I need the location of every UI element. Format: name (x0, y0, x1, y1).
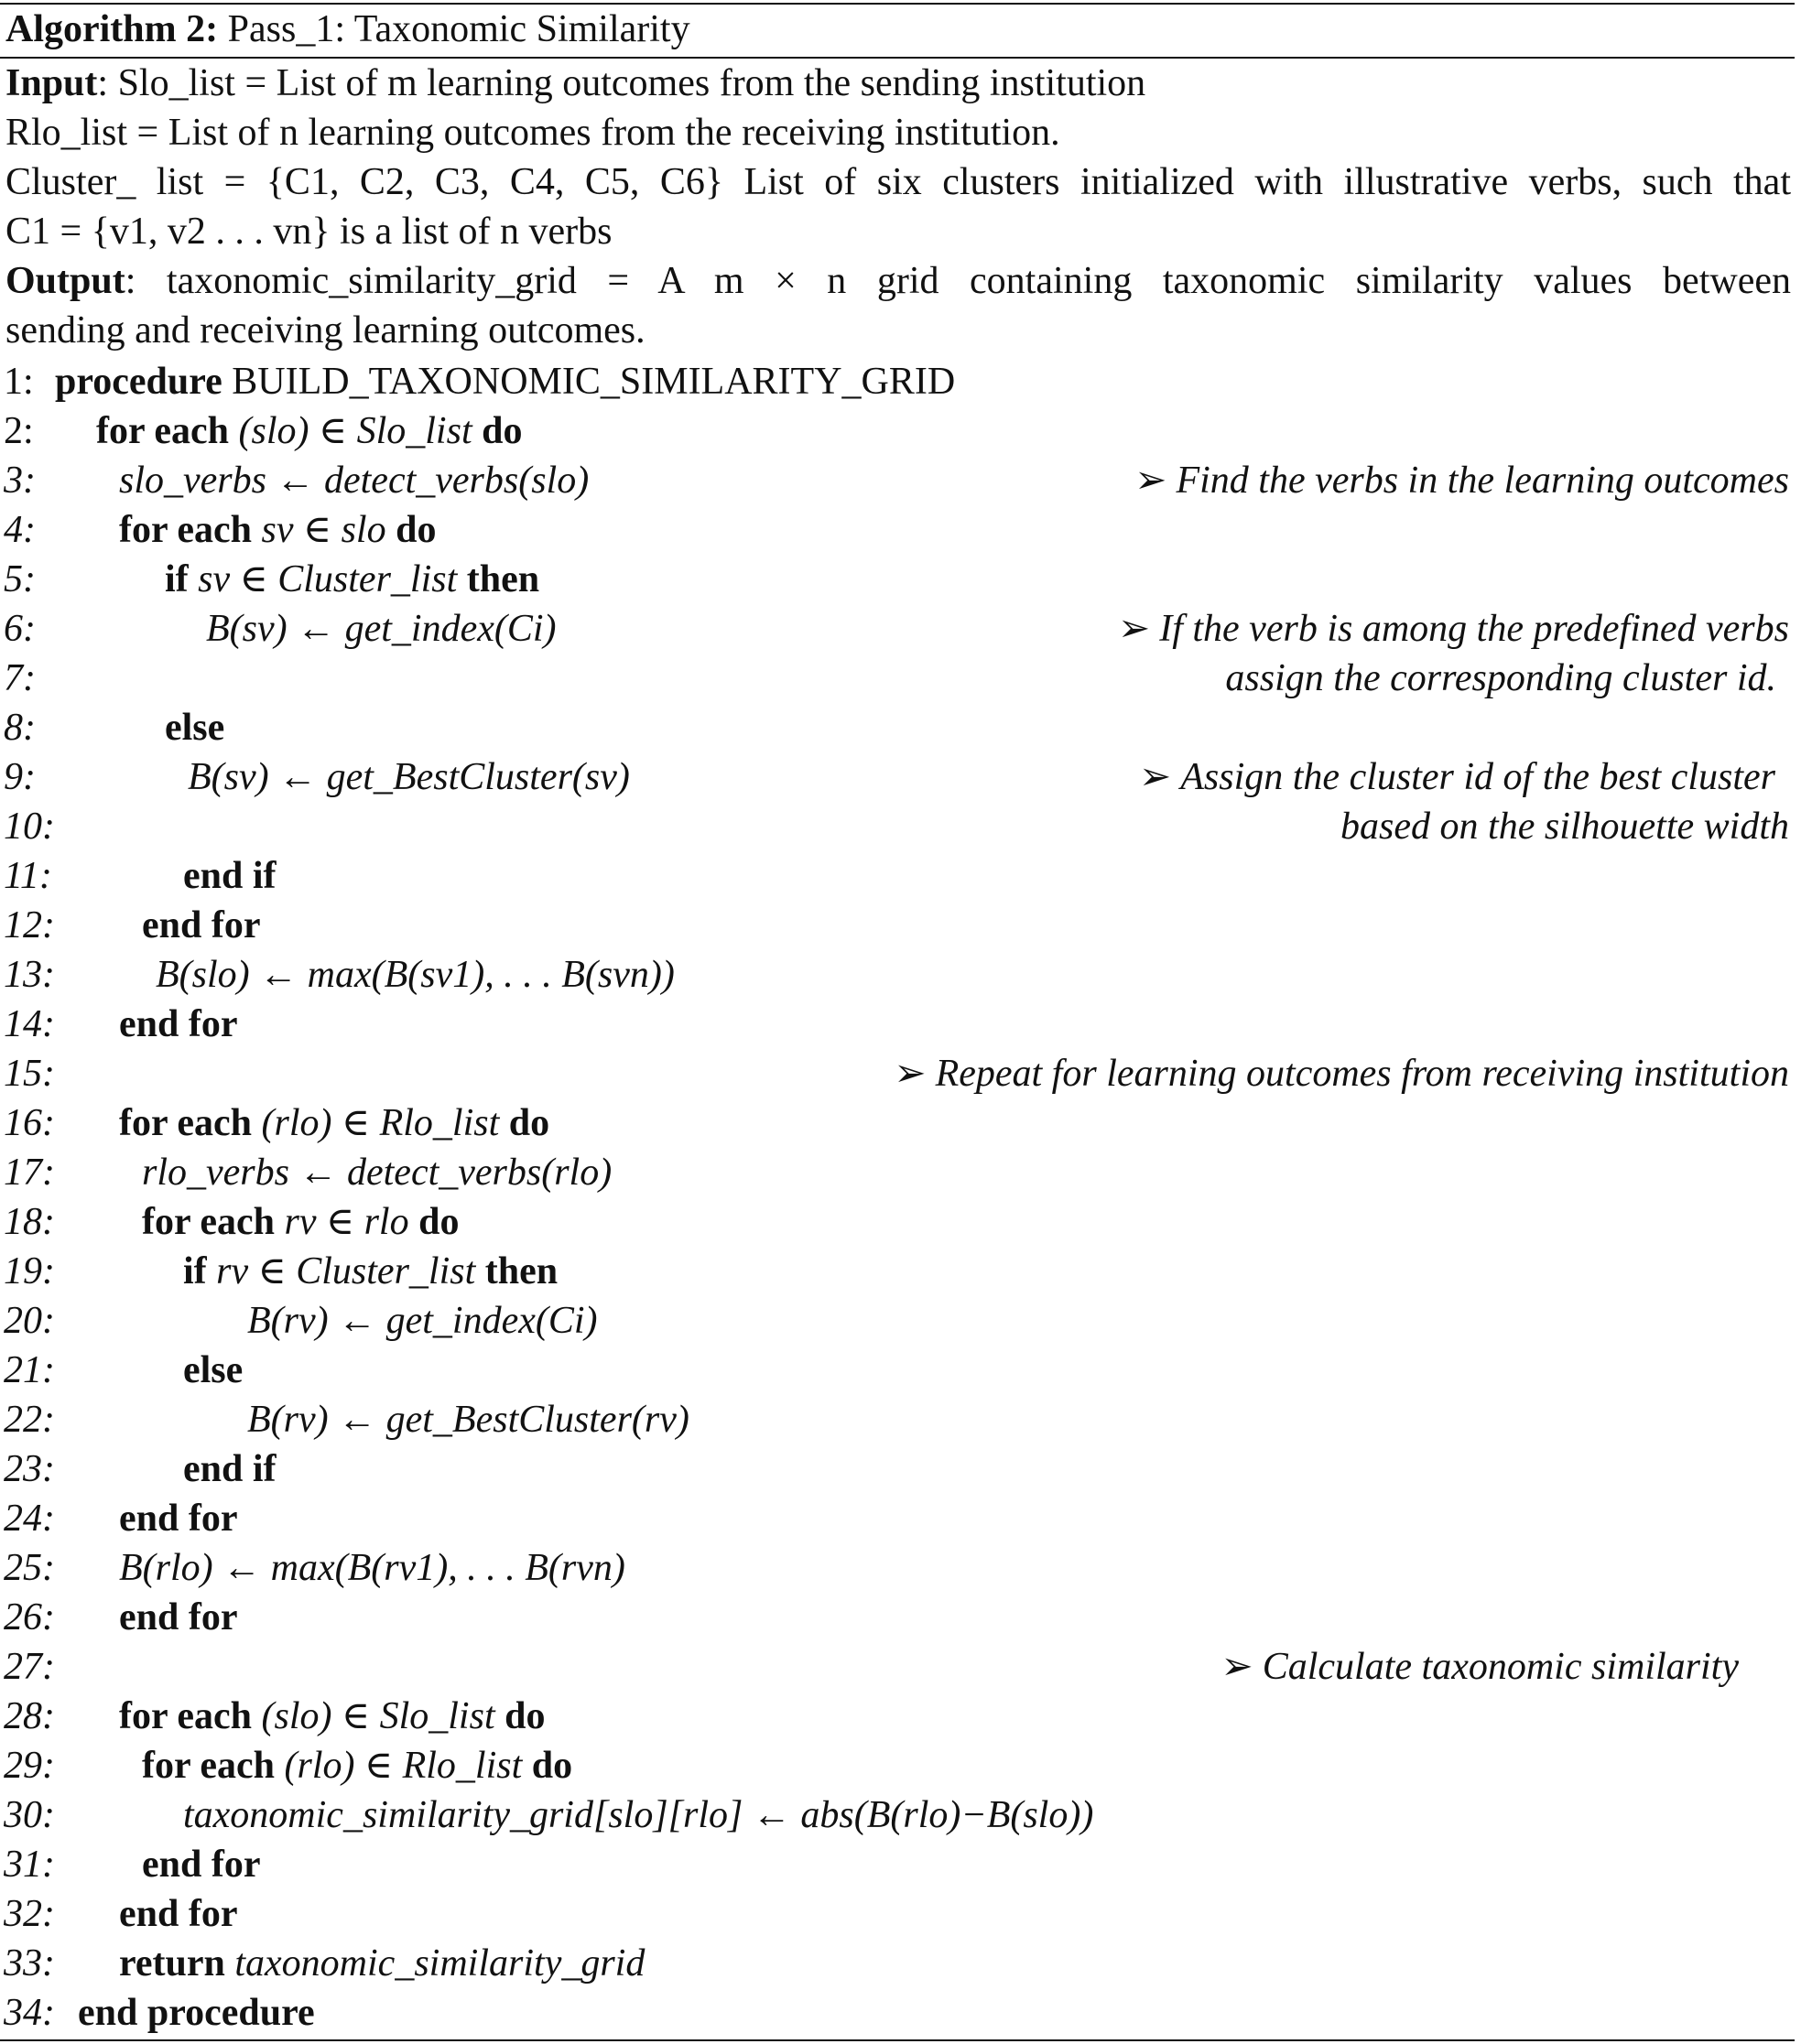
code-statement (142, 1197, 459, 1247)
line-number: 5: (4, 558, 36, 600)
code-line (0, 654, 1795, 703)
comment-text: Assign the cluster id of the best cluster (1180, 756, 1775, 798)
comment (1118, 604, 1789, 654)
code-line (0, 1790, 1795, 1840)
code-statement (119, 1098, 549, 1148)
line-number: 15: (4, 1053, 55, 1095)
code-expression: (slo) ∈ Slo_list (252, 1695, 505, 1737)
line-number: 31: (4, 1844, 55, 1886)
code-expression: taxonomic_similarity_grid (224, 1942, 646, 1985)
code-statement (119, 1000, 238, 1049)
comment-text: If the verb is among the predefined verbs (1159, 608, 1789, 650)
code-statement (183, 851, 277, 901)
keyword: end for (119, 1498, 238, 1540)
code-expression: B(rv) ← get_BestCluster(rv) (247, 1399, 689, 1441)
code-line (0, 1988, 1795, 2038)
code-line (0, 357, 1795, 406)
code-expression: sv ∈ slo (252, 509, 396, 551)
code-line (0, 1098, 1795, 1148)
keyword: end if (183, 1448, 277, 1490)
comment-arrow-icon: ➢ (894, 1053, 927, 1095)
keyword: then (466, 558, 540, 600)
keyword: for each (142, 1201, 276, 1243)
code-statement (119, 1593, 238, 1642)
code-expression: (rlo) ∈ Rlo_list (275, 1745, 532, 1787)
code-line (0, 1692, 1795, 1741)
code-expression: B(slo) ← max(B(sv1), . . . B(svn)) (156, 954, 675, 996)
code-statement (247, 1296, 598, 1346)
comment-text: Calculate taxonomic similarity (1262, 1646, 1739, 1688)
line-number: 34: (4, 1992, 55, 2034)
input-line-3: Cluster_ list = {C1, C2, C3, C4, C5, C6} List of six clusters initialized with illustrative verbs, such that (5, 161, 1791, 203)
code-statement (119, 1692, 545, 1741)
code-expression: rlo_verbs ← detect_verbs(rlo) (142, 1152, 613, 1194)
output-keyword: Output (5, 260, 125, 302)
code-line (0, 1000, 1795, 1049)
code-expression: rv ∈ Cluster_list (206, 1250, 485, 1292)
line-number: 9: (4, 756, 36, 798)
keyword: do (396, 509, 437, 551)
code-line (0, 1346, 1795, 1395)
line-number: 12: (4, 904, 55, 946)
line-number: 33: (4, 1942, 55, 1985)
code-statement (78, 1988, 315, 2038)
algorithm-title (5, 4, 690, 55)
keyword: end for (142, 1844, 261, 1886)
comment-arrow-icon: ➢ (1134, 460, 1167, 502)
code-statement (119, 1889, 238, 1939)
bottom-rule (0, 2039, 1795, 2041)
comment-text: Repeat for learning outcomes from receiving institution (935, 1053, 1789, 1095)
code-line (0, 1840, 1795, 1889)
keyword: end for (142, 904, 261, 946)
line-number: 20: (4, 1300, 55, 1342)
code-statement (142, 1741, 572, 1790)
code-statement (55, 357, 955, 406)
code-line (0, 802, 1795, 851)
output-line-2: sending and receiving learning outcomes. (5, 309, 646, 351)
line-number: 14: (4, 1003, 55, 1045)
code-statement (156, 950, 675, 1000)
code-line (0, 1543, 1795, 1593)
comment-arrow-icon: ➢ (1118, 608, 1151, 650)
code-statement (206, 604, 557, 654)
line-number: 6: (4, 608, 36, 650)
keyword: procedure (55, 361, 222, 403)
keyword: do (531, 1745, 573, 1787)
line-number: 26: (4, 1596, 55, 1638)
code-line (0, 1148, 1795, 1197)
output-line-1 (5, 256, 1791, 306)
line-number: 8: (4, 707, 36, 749)
code-statement (119, 1543, 625, 1593)
code-line (0, 505, 1795, 555)
line-number: 29: (4, 1745, 55, 1787)
code-line (0, 1444, 1795, 1494)
keyword: do (418, 1201, 460, 1243)
input-line-2: Rlo_list = List of n learning outcomes from the receiving institution. (5, 112, 1060, 154)
keyword: end if (183, 855, 277, 897)
keyword: for each (119, 509, 253, 551)
comment (1134, 456, 1789, 505)
line-number: 16: (4, 1102, 55, 1144)
code-statement (188, 752, 630, 802)
input-keyword: Input (5, 62, 98, 104)
line-number: 22: (4, 1399, 55, 1441)
code-statement (119, 1939, 645, 1988)
comment-arrow-icon: ➢ (1221, 1646, 1253, 1688)
code-line (0, 1593, 1795, 1642)
code-line (0, 555, 1795, 604)
input-line-1 (5, 59, 1791, 108)
code-line (0, 1939, 1795, 1988)
output-text-1: : taxonomic_similarity_grid = A m × n grid containing taxonomic similarity values between (125, 260, 1791, 302)
keyword: else (165, 707, 225, 749)
line-number: 25: (4, 1547, 55, 1589)
line-number: 10: (4, 806, 55, 848)
comment-continuation: based on the silhouette width (1340, 806, 1789, 848)
code-line (0, 1642, 1795, 1692)
code-expression: rv ∈ rlo (275, 1201, 419, 1243)
line-number: 4: (4, 509, 36, 551)
code-statement (183, 1790, 1093, 1840)
line-number: 30: (4, 1794, 55, 1836)
code-line (0, 851, 1795, 901)
algorithm-label: Algorithm 2: (5, 8, 219, 50)
comment-text: Find the verbs in the learning outcomes (1176, 460, 1789, 502)
code-statement (142, 1148, 612, 1197)
code-line (0, 1889, 1795, 1939)
code-line (0, 703, 1795, 752)
code-line (0, 1494, 1795, 1543)
line-number: 17: (4, 1152, 55, 1194)
line-number: 23: (4, 1448, 55, 1490)
keyword: end for (119, 1003, 238, 1045)
keyword: if (165, 558, 189, 600)
input-line-4: C1 = {v1, v2 . . . vn} is a list of n verbs (5, 211, 613, 253)
comment (1221, 1642, 1739, 1692)
code-expression: B(sv) ← get_BestCluster(sv) (188, 756, 630, 798)
code-statement (142, 901, 261, 950)
algorithm-name: Pass_1: Taxonomic Similarity (227, 8, 690, 50)
code-statement (183, 1247, 558, 1296)
code-line (0, 456, 1795, 505)
code-expression: B(rlo) ← max(B(rv1), . . . B(rvn) (119, 1547, 625, 1589)
keyword: then (484, 1250, 559, 1292)
code-expression: (slo) ∈ Slo_list (229, 410, 483, 452)
code-line (0, 1197, 1795, 1247)
line-number: 27: (4, 1646, 55, 1688)
code-expression: B(sv) ← get_index(Ci) (206, 608, 557, 650)
code-statement (119, 456, 589, 505)
line-number: 13: (4, 954, 55, 996)
code-expression: B(rv) ← get_index(Ci) (247, 1300, 598, 1342)
code-statement (165, 703, 224, 752)
line-number: 7: (4, 657, 36, 699)
keyword: return (119, 1942, 225, 1985)
code-expression: taxonomic_similarity_grid[slo][rlo] ← abs(B(rlo)−B(slo)) (183, 1794, 1094, 1836)
code-statement (183, 1444, 277, 1494)
keyword: end for (119, 1893, 238, 1935)
comment (894, 1049, 1789, 1098)
comment-arrow-icon: ➢ (1139, 756, 1172, 798)
code-line (0, 752, 1795, 802)
code-expression: (rlo) ∈ Rlo_list (252, 1102, 509, 1144)
code-expression: slo_verbs ← detect_verbs(slo) (119, 460, 590, 502)
keyword: if (183, 1250, 207, 1292)
code-statement (165, 555, 539, 604)
code-statement (119, 505, 436, 555)
code-statement (247, 1395, 689, 1444)
code-line (0, 1247, 1795, 1296)
code-line (0, 1296, 1795, 1346)
line-number: 24: (4, 1498, 55, 1540)
code-line (0, 1049, 1795, 1098)
code-expression: sv ∈ Cluster_list (188, 558, 467, 600)
line-number: 21: (4, 1349, 55, 1391)
code-line (0, 901, 1795, 950)
keyword: for each (96, 410, 230, 452)
code-line (0, 406, 1795, 456)
line-number: 28: (4, 1695, 55, 1737)
line-number: 2: (4, 410, 34, 452)
line-number: 18: (4, 1201, 55, 1243)
keyword: do (482, 410, 523, 452)
line-number: 3: (4, 460, 36, 502)
code-line (0, 1741, 1795, 1790)
comment-continuation: assign the corresponding cluster id. (1225, 657, 1776, 699)
keyword: end procedure (78, 1992, 315, 2034)
code-expression: BUILD_TAXONOMIC_SIMILARITY_GRID (222, 361, 956, 403)
comment (1139, 752, 1775, 802)
line-number: 1: (4, 361, 34, 403)
code-statement (183, 1346, 243, 1395)
line-number: 32: (4, 1893, 55, 1935)
keyword: do (504, 1695, 546, 1737)
code-statement (142, 1840, 261, 1889)
code-line (0, 1395, 1795, 1444)
keyword: for each (119, 1102, 253, 1144)
code-statement (119, 1494, 238, 1543)
keyword: for each (119, 1695, 253, 1737)
keyword: for each (142, 1745, 276, 1787)
code-line (0, 950, 1795, 1000)
code-statement (96, 406, 522, 456)
line-number: 19: (4, 1250, 55, 1292)
keyword: else (183, 1349, 244, 1391)
keyword: do (508, 1102, 550, 1144)
keyword: end for (119, 1596, 238, 1638)
line-number: 11: (4, 855, 52, 897)
code-line (0, 604, 1795, 654)
input-text-1: : Slo_list = List of m learning outcomes from the sending institution (97, 62, 1146, 104)
